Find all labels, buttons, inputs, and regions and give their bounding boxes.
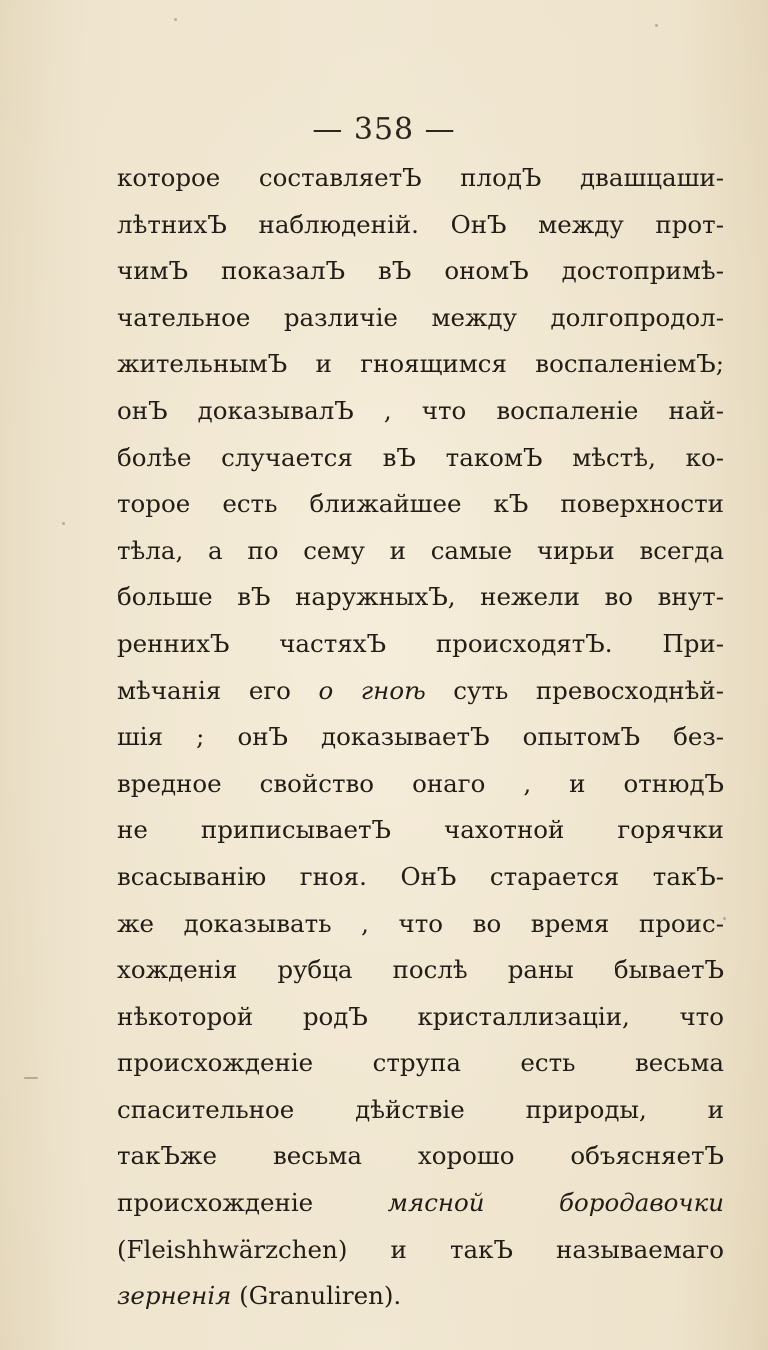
text-line: вредное свойство онаго , и отнюдЪ (117, 768, 724, 798)
text-line: больше вЪ наружныхЪ, нежели во внут- (117, 582, 724, 612)
text-line (117, 1273, 724, 1320)
paper-speck (655, 24, 658, 27)
text-line: реннихЪ частяхЪ происходятЪ. При- (117, 628, 724, 658)
page-number: — 358 — (312, 112, 456, 147)
text-line: спасительное дѣйствіе природы, и (117, 1094, 724, 1124)
text-line: такЪже весьма хорошо объясняетЪ (117, 1141, 724, 1171)
text-line: нѣкоторой родЪ кристаллизаціи, что (117, 1001, 724, 1031)
text-line: чательное различіе между долгопродол- (117, 302, 724, 332)
text-line: происхожденіе струпа есть весьма (117, 1048, 724, 1078)
text-line: не приписываетЪ чахотной горячки (117, 815, 724, 845)
text-line: чимЪ показалЪ вЪ ономЪ достопримѣ- (117, 256, 724, 286)
italic-term: о гноѣ (318, 675, 426, 705)
text-line: хожденія рубца послѣ раны бываетЪ (117, 955, 724, 985)
text-line: болѣе случается вЪ такомЪ мѣстѣ, ко- (117, 442, 724, 472)
paper-speck (174, 18, 177, 21)
text-line (117, 1180, 724, 1227)
text-line: всасыванію гноя. ОнЪ старается такЪ- (117, 861, 724, 891)
italic-term: зерненія (117, 1281, 232, 1311)
text-line: шія ; онЪ доказываетЪ опытомЪ без- (117, 722, 724, 752)
body-text (117, 155, 724, 1320)
text-line: (Fleishhwärzchen) и такЪ называемаго (117, 1234, 724, 1264)
text-line: жительнымЪ и гноящимся воспаленіемЪ; (117, 349, 724, 379)
italic-term: мясной бородавочки (387, 1188, 724, 1218)
text-segment: суть превосходнѣй- (425, 675, 724, 705)
text-line (117, 668, 724, 715)
text-line: же доказывать , что во время проис- (117, 908, 724, 938)
text-line: торое есть ближайшее кЪ поверхности (117, 489, 724, 519)
text-line: онЪ доказывалЪ , что воспаленіе най- (117, 395, 724, 425)
text-segment: происхожденіе (117, 1188, 388, 1218)
paper-speck (24, 1077, 38, 1079)
text-segment: мѣчанія его (117, 675, 319, 705)
text-line: лѣтнихЪ наблюденій. ОнЪ между прот- (117, 209, 724, 239)
paper-speck (62, 522, 65, 525)
text-line: тѣла, а по сему и самые чирьи всегда (117, 535, 724, 565)
text-segment: (Granuliren). (231, 1281, 402, 1311)
text-line: которое составляетЪ плодЪ двашцаши- (117, 163, 724, 192)
